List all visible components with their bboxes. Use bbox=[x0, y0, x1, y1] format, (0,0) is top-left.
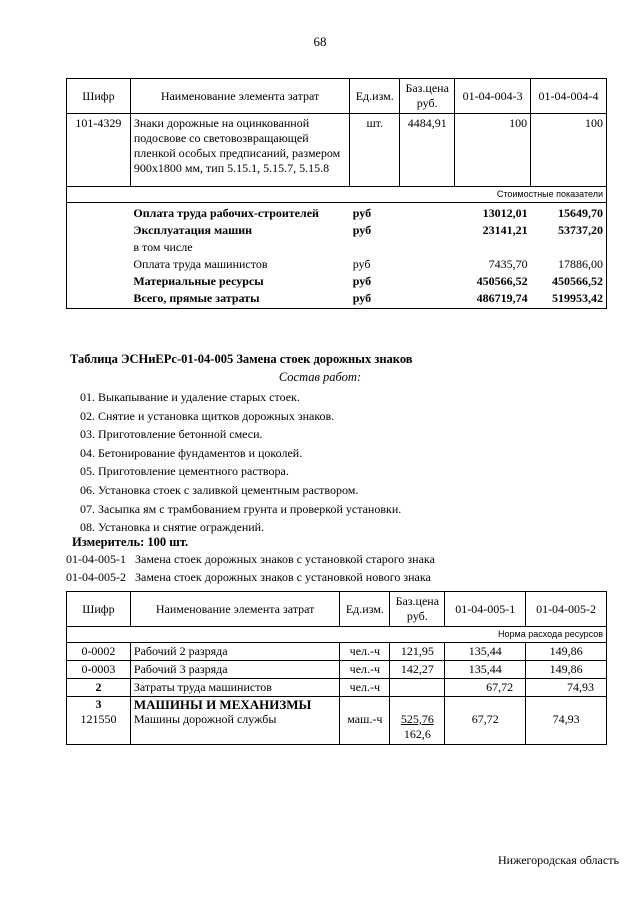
header-code: Шифр bbox=[67, 79, 131, 114]
row-unit: маш.-ч bbox=[340, 712, 390, 745]
cost-value-1: 450566,52 bbox=[476, 274, 528, 288]
cost-name: Оплата труда машинистов bbox=[133, 257, 268, 271]
table-row bbox=[67, 643, 607, 661]
cost-name: в том числе bbox=[133, 240, 193, 254]
list-item: 04. Бетонирование фундаментов и цоколей. bbox=[80, 445, 303, 460]
row-value-2: 149,86 bbox=[526, 661, 607, 679]
cost-value-2: 450566,52 bbox=[531, 274, 607, 291]
cost-unit: руб bbox=[352, 206, 372, 220]
page-number: 68 bbox=[313, 34, 327, 49]
header-variant-1: 01-04-004-3 bbox=[455, 79, 531, 114]
table-title: Таблица ЭСНиЕРс-01-04-005 Замена стоек дорожных знаков bbox=[70, 352, 413, 366]
resource-table-004 bbox=[66, 78, 607, 309]
row-unit: чел.-ч bbox=[340, 643, 390, 661]
header-unit: Ед.изм. bbox=[340, 592, 390, 627]
cost-value-1: 13012,01 bbox=[482, 206, 528, 220]
cost-value-2: 519953,42 bbox=[531, 291, 607, 309]
row-code: 0-0002 bbox=[67, 643, 131, 661]
row-price: 4484,91 bbox=[400, 114, 455, 187]
cost-value-1: 486719,74 bbox=[455, 291, 531, 309]
row-price bbox=[390, 712, 445, 745]
works-subtitle: Состав работ: bbox=[278, 370, 362, 384]
header-variant-2: 01-04-004-4 bbox=[531, 79, 607, 114]
row-unit: чел.-ч bbox=[340, 679, 390, 697]
row-code: 101-4329 bbox=[67, 114, 131, 187]
cost-row bbox=[67, 203, 607, 224]
table-row bbox=[67, 712, 607, 745]
cost-name: Материальные ресурсы bbox=[133, 274, 264, 288]
list-item: 01. Выкапывание и удаление старых стоек. bbox=[80, 390, 300, 404]
cost-unit: руб bbox=[350, 291, 400, 309]
cost-unit: руб bbox=[352, 274, 372, 288]
row-name: Рабочий 2 разряда bbox=[130, 643, 339, 661]
cost-unit: руб bbox=[352, 257, 371, 271]
list-item: 07. Засыпка ям с трамбованием грунта и проверкой установки. bbox=[80, 501, 402, 516]
section-row bbox=[67, 187, 607, 203]
list-item: 03. Приготовление бетонной смеси. bbox=[80, 427, 263, 442]
section-label: Стоимостные показатели bbox=[455, 187, 607, 203]
group-name: МАШИНЫ И МЕХАНИЗМЫ bbox=[130, 697, 339, 713]
group-code: 3 bbox=[67, 697, 131, 713]
row-code: 121550 bbox=[67, 712, 131, 745]
row-value-1: 67,72 bbox=[445, 679, 526, 697]
works-list bbox=[80, 388, 401, 537]
variant-line: 01-04-005-2 Замена стоек дорожных знаков с установкой нового знака bbox=[66, 570, 431, 584]
header-price: Баз.цена руб. bbox=[390, 592, 445, 627]
price-secondary: 162,6 bbox=[403, 727, 431, 741]
row-name: Рабочий 3 разряда bbox=[130, 661, 339, 679]
list-item: 06. Установка стоек с заливкой цементным раствором. bbox=[80, 482, 359, 497]
footer-region: Нижегородская область bbox=[498, 853, 619, 867]
row-name: Затраты труда машинистов bbox=[130, 679, 339, 697]
cost-row bbox=[67, 291, 607, 309]
meter-label: Измеритель: 100 шт. bbox=[72, 535, 189, 549]
list-item: 08. Установка и снятие ограждений. bbox=[80, 520, 265, 535]
section-label: Норма расхода ресурсов bbox=[445, 627, 607, 643]
row-value-2: 149,86 bbox=[526, 643, 607, 661]
cost-row bbox=[67, 274, 607, 291]
row-price: 121,95 bbox=[390, 643, 445, 661]
header-variant-2: 01-04-005-2 bbox=[526, 592, 607, 627]
cost-value-2: 15649,70 bbox=[531, 203, 607, 224]
header-code: Шифр bbox=[67, 592, 131, 627]
section-row bbox=[67, 627, 607, 643]
header-name: Наименование элемента затрат bbox=[130, 79, 349, 114]
cost-value-1: 23141,21 bbox=[482, 223, 528, 237]
cost-name: Эксплуатация машин bbox=[133, 223, 253, 237]
row-price bbox=[390, 679, 445, 697]
table-row bbox=[67, 661, 607, 679]
row-value-2: 74,93 bbox=[526, 712, 607, 745]
cost-name: Оплата труда рабочих-строителей bbox=[133, 206, 319, 220]
cost-name: Всего, прямые затраты bbox=[130, 291, 349, 309]
row-name: Машины дорожной службы bbox=[130, 712, 339, 745]
list-item: 05. Приготовление цементного раствора. bbox=[80, 464, 289, 479]
cost-row bbox=[67, 257, 607, 274]
resource-table-005 bbox=[66, 591, 607, 745]
cost-value-2: 53737,20 bbox=[531, 223, 607, 240]
row-name: Знаки дорожные на оцинкованной подосвове со световозвращающей пленкой особых предписаний, размером 900х1800 мм, тип 5.15.1, 5.15.7, 5.15.8 bbox=[130, 114, 349, 187]
table-row bbox=[67, 679, 607, 697]
row-unit: чел.-ч bbox=[340, 661, 390, 679]
cost-value-1: 7435,70 bbox=[488, 257, 528, 271]
row-value-2: 100 bbox=[531, 114, 607, 187]
cost-value-2: 17886,00 bbox=[531, 257, 607, 274]
row-unit: шт. bbox=[350, 114, 400, 187]
price-primary: 525,76 bbox=[400, 712, 434, 726]
table-header-row bbox=[67, 592, 607, 627]
cost-row bbox=[67, 223, 607, 240]
cost-row bbox=[67, 240, 607, 257]
table-header-row bbox=[67, 79, 607, 114]
list-item: 02. Снятие и установка щитков дорожных знаков. bbox=[80, 408, 335, 423]
header-name: Наименование элемента затрат bbox=[130, 592, 339, 627]
header-unit: Ед.изм. bbox=[350, 79, 400, 114]
row-value-2: 74,93 bbox=[526, 679, 607, 697]
row-code: 0-0003 bbox=[67, 661, 131, 679]
table-row bbox=[67, 114, 607, 187]
header-variant-1: 01-04-005-1 bbox=[445, 592, 526, 627]
row-value-1: 67,72 bbox=[445, 712, 526, 745]
group-row bbox=[67, 697, 607, 713]
header-price: Баз.цена руб. bbox=[400, 79, 455, 114]
variant-line: 01-04-005-1 Замена стоек дорожных знаков с установкой старого знака bbox=[66, 552, 435, 566]
cost-unit: руб bbox=[352, 223, 372, 237]
row-value-1: 135,44 bbox=[445, 643, 526, 661]
row-value-1: 100 bbox=[455, 114, 531, 187]
row-price: 142,27 bbox=[390, 661, 445, 679]
row-code: 2 bbox=[67, 679, 131, 697]
row-value-1: 135,44 bbox=[445, 661, 526, 679]
